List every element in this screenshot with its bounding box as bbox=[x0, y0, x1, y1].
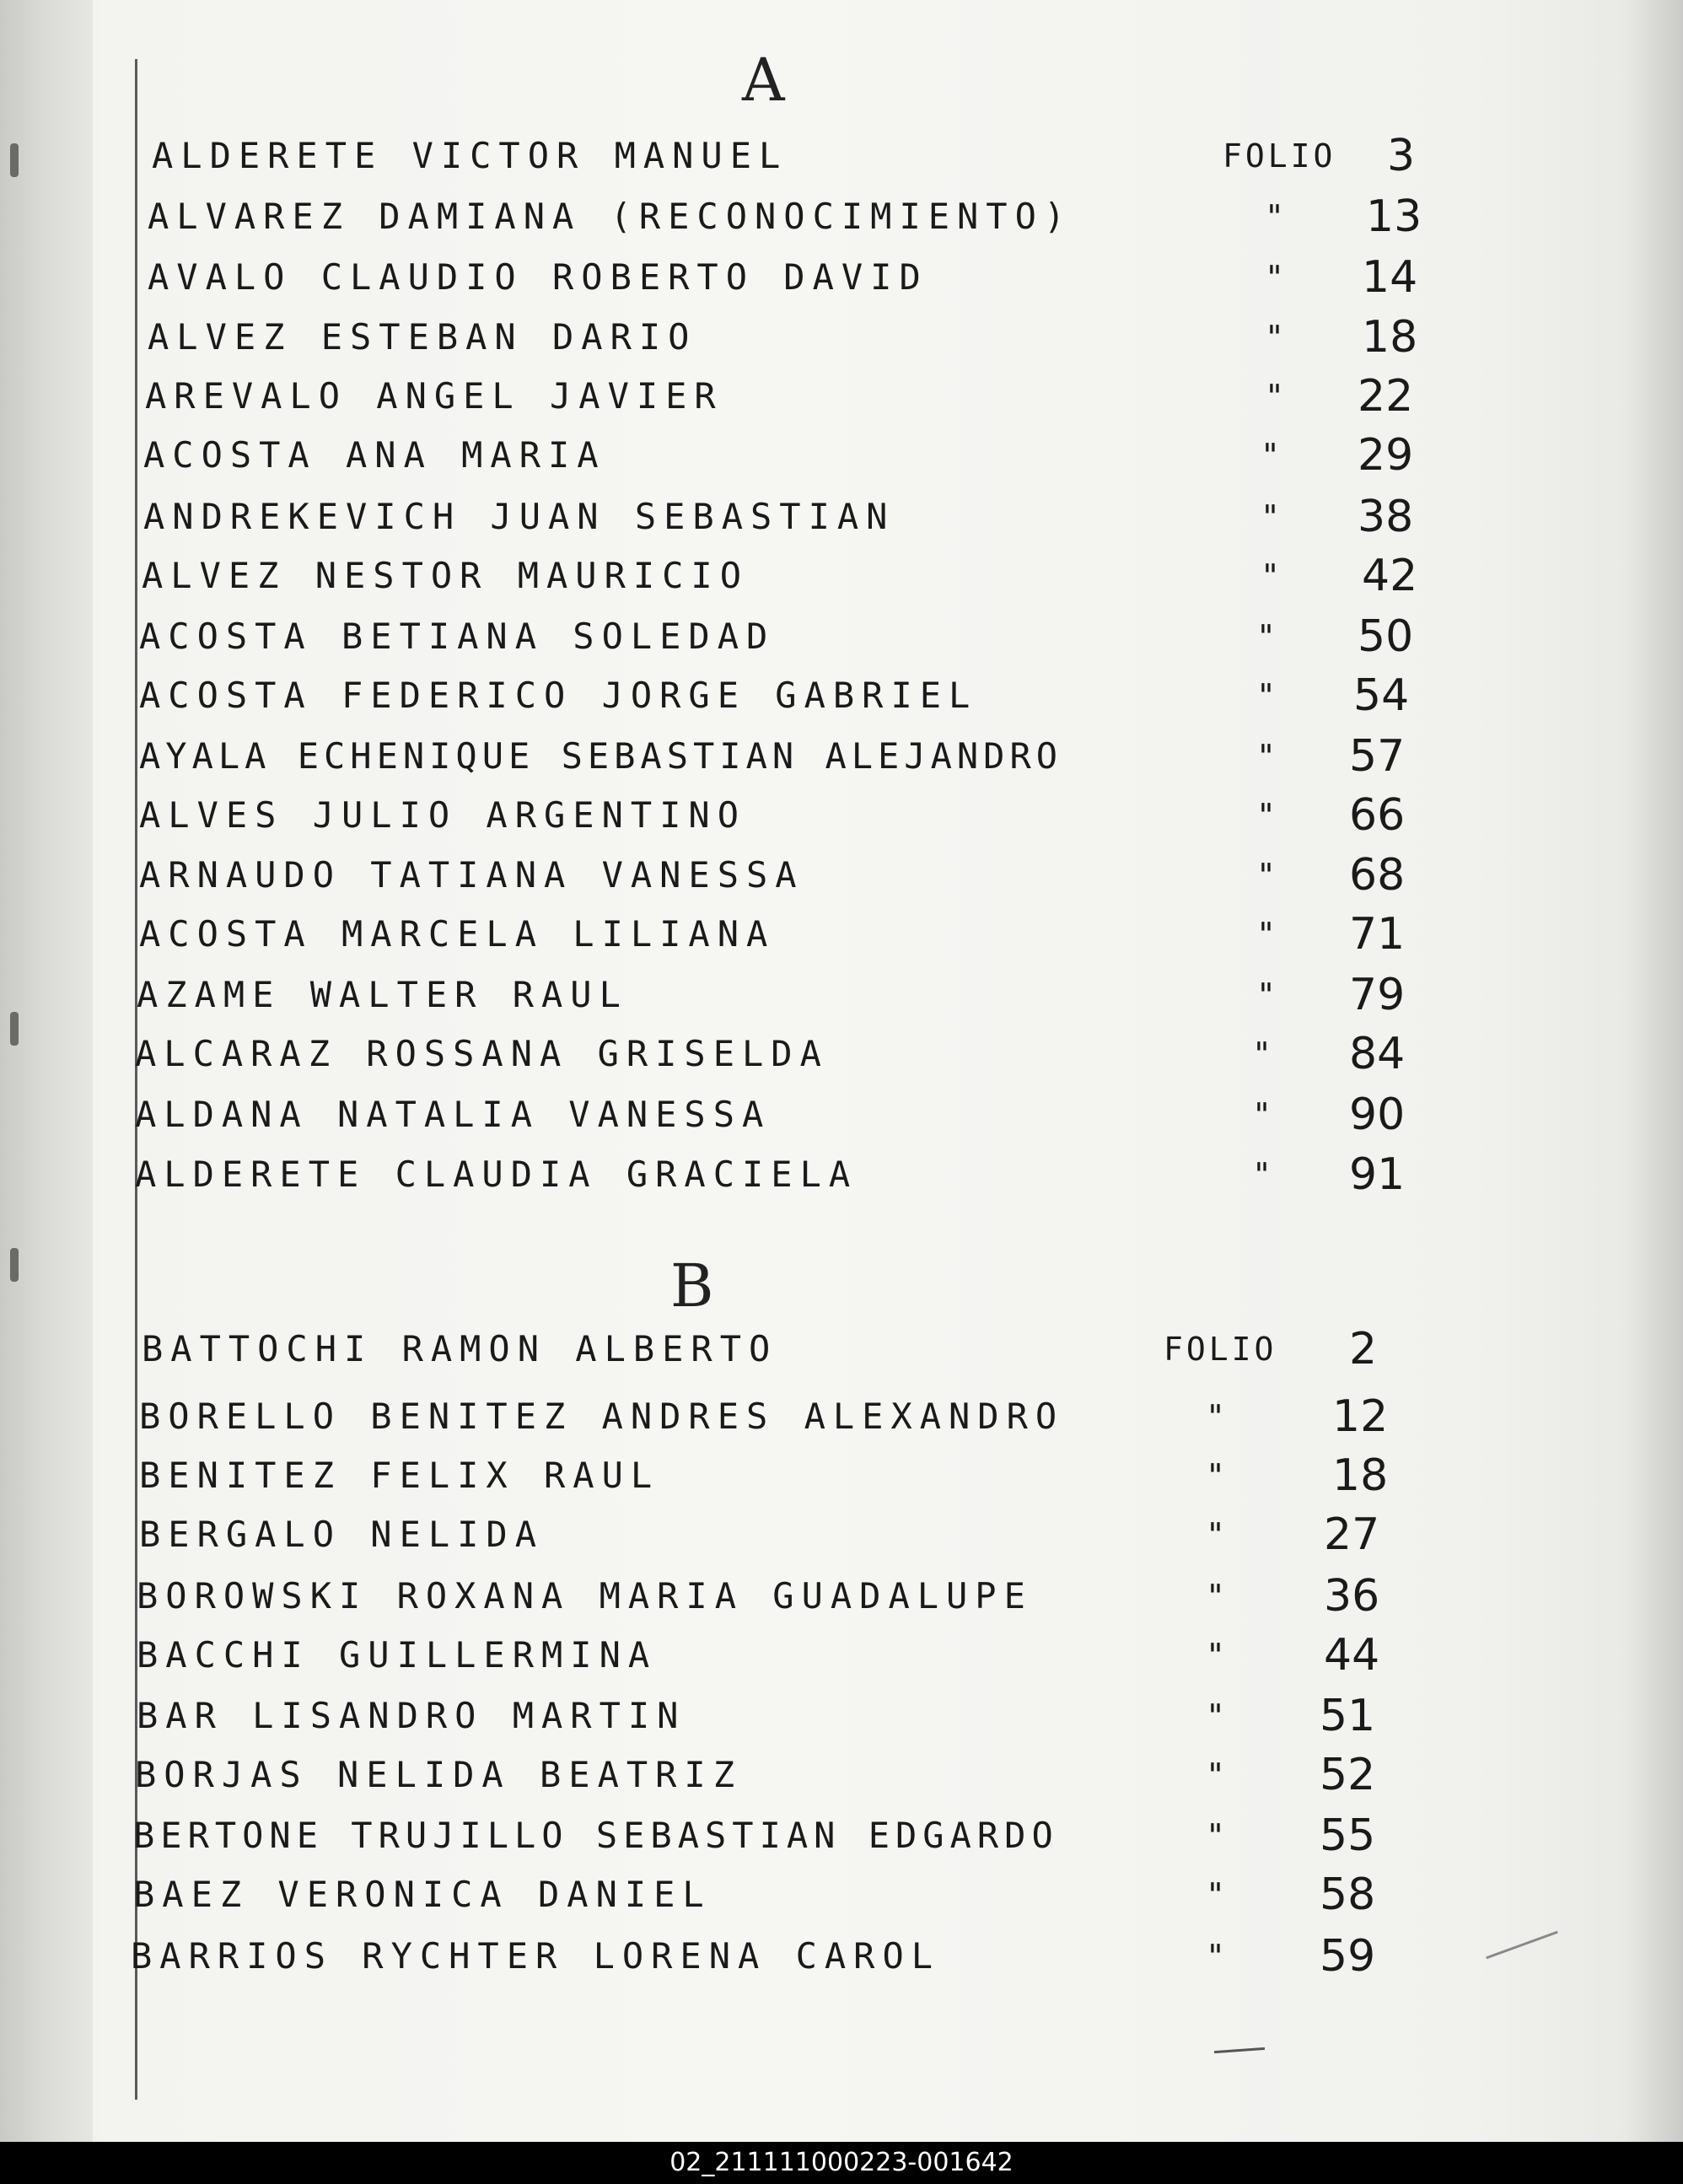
entry-page: 3 bbox=[1387, 131, 1416, 181]
entry-name: BORJAS NELIDA BEATRIZ bbox=[135, 1754, 743, 1795]
index-entry bbox=[0, 666, 1683, 725]
entry-folio: " bbox=[1206, 1457, 1229, 1494]
entry-folio: " bbox=[1265, 259, 1288, 296]
index-entry bbox=[0, 1025, 1683, 1084]
entry-page: 29 bbox=[1358, 430, 1414, 481]
entry-page: 18 bbox=[1362, 312, 1418, 363]
index-entry bbox=[0, 1686, 1683, 1746]
entry-name: BORELLO BENITEZ ANDRES ALEXANDRO bbox=[139, 1396, 1065, 1437]
entry-folio: " bbox=[1256, 618, 1279, 655]
entry-name: BERTONE TRUJILLO SEBASTIAN EDGARDO bbox=[133, 1815, 1059, 1856]
index-entry bbox=[0, 367, 1683, 426]
entry-name: BERGALO NELIDA bbox=[139, 1514, 545, 1555]
entry-folio: " bbox=[1261, 557, 1283, 594]
index-entry bbox=[0, 308, 1683, 367]
entry-name: ACOSTA ANA MARIA bbox=[143, 434, 606, 476]
entry-page: 71 bbox=[1349, 909, 1406, 960]
entry-folio: " bbox=[1206, 1578, 1229, 1615]
entry-name: ACOSTA BETIANA SOLEDAD bbox=[139, 616, 776, 657]
entry-folio: " bbox=[1256, 797, 1279, 834]
entry-folio: " bbox=[1265, 319, 1288, 356]
entry-folio: " bbox=[1206, 1938, 1229, 1975]
index-entry bbox=[0, 607, 1683, 666]
entry-name: BATTOCHI RAMON ALBERTO bbox=[142, 1328, 778, 1369]
entry-page: 84 bbox=[1349, 1029, 1406, 1079]
index-entry bbox=[0, 546, 1683, 605]
index-entry bbox=[0, 1865, 1683, 1924]
entry-page: 91 bbox=[1349, 1149, 1406, 1200]
entry-page: 79 bbox=[1349, 970, 1406, 1020]
entry-page: 36 bbox=[1324, 1571, 1380, 1622]
entry-page: 2 bbox=[1349, 1324, 1378, 1374]
entry-name: BAR LISANDRO MARTIN bbox=[137, 1695, 686, 1736]
index-entry bbox=[0, 1446, 1683, 1505]
entry-page: 42 bbox=[1362, 551, 1418, 601]
entry-page: 58 bbox=[1320, 1869, 1376, 1920]
index-entry bbox=[0, 187, 1683, 246]
entry-name: ALVEZ ESTEBAN DARIO bbox=[148, 316, 697, 358]
entry-page: 50 bbox=[1358, 611, 1414, 662]
index-entry bbox=[0, 727, 1683, 786]
entry-page: 52 bbox=[1320, 1750, 1376, 1800]
entry-folio: " bbox=[1256, 916, 1279, 953]
index-entry bbox=[0, 1626, 1683, 1685]
entry-folio: " bbox=[1256, 738, 1279, 775]
pen-stroke bbox=[1214, 2047, 1265, 2053]
entry-folio: " bbox=[1252, 1096, 1275, 1133]
index-entry bbox=[0, 487, 1683, 546]
entry-name: BAEZ VERONICA DANIEL bbox=[133, 1874, 712, 1915]
entry-page: 22 bbox=[1358, 371, 1414, 422]
entry-page: 13 bbox=[1366, 191, 1422, 242]
entry-name: ALDERETE VICTOR MANUEL bbox=[152, 135, 788, 176]
entry-page: 90 bbox=[1349, 1089, 1406, 1140]
entry-folio: " bbox=[1265, 198, 1288, 235]
index-entry bbox=[0, 1505, 1683, 1564]
entry-page: 12 bbox=[1332, 1391, 1389, 1442]
entry-folio: " bbox=[1261, 498, 1283, 535]
entry-name: ALDANA NATALIA VANESSA bbox=[135, 1094, 772, 1135]
entry-folio: FOLIO bbox=[1223, 137, 1336, 175]
index-entry bbox=[0, 1145, 1683, 1204]
entry-page: 27 bbox=[1324, 1509, 1380, 1560]
entry-page: 59 bbox=[1320, 1931, 1376, 1982]
image-id-caption: 02_211111000223-001642 bbox=[0, 2142, 1683, 2184]
entry-name: ARNAUDO TATIANA VANESSA bbox=[139, 854, 804, 896]
index-entry bbox=[0, 966, 1683, 1025]
binding-hole-mark bbox=[10, 1248, 19, 1282]
entry-name: AVALO CLAUDIO ROBERTO DAVID bbox=[148, 256, 928, 298]
entry-name: ALCARAZ ROSSANA GRISELDA bbox=[135, 1033, 829, 1074]
entry-folio: " bbox=[1261, 437, 1283, 474]
entry-name: ACOSTA MARCELA LILIANA bbox=[139, 913, 776, 955]
entry-folio: " bbox=[1256, 857, 1279, 894]
entry-folio: " bbox=[1252, 1156, 1275, 1193]
index-entry bbox=[0, 1387, 1683, 1446]
entry-page: 51 bbox=[1320, 1691, 1376, 1741]
entry-folio: " bbox=[1206, 1697, 1229, 1735]
entry-page: 68 bbox=[1349, 850, 1406, 901]
entry-folio: " bbox=[1206, 1876, 1229, 1913]
entry-name: BARRIOS RYCHTER LORENA CAROL bbox=[131, 1935, 941, 1977]
section-letter-b: B bbox=[670, 1251, 714, 1321]
entry-folio: " bbox=[1252, 1036, 1275, 1073]
entry-name: ALVEZ NESTOR MAURICIO bbox=[142, 555, 750, 596]
entry-name: ACOSTA FEDERICO JORGE GABRIEL bbox=[139, 675, 978, 716]
index-entry bbox=[0, 1085, 1683, 1144]
index-entry bbox=[0, 905, 1683, 964]
entry-folio: " bbox=[1206, 1637, 1229, 1674]
entry-page: 44 bbox=[1324, 1630, 1380, 1681]
index-entry bbox=[0, 426, 1683, 485]
index-entry bbox=[0, 1927, 1683, 1986]
index-entry bbox=[0, 1567, 1683, 1626]
entry-page: 57 bbox=[1349, 731, 1406, 782]
section-letter-a: A bbox=[742, 46, 785, 115]
entry-name: AREVALO ANGEL JAVIER bbox=[145, 375, 723, 417]
entry-page: 14 bbox=[1362, 252, 1418, 303]
entry-page: 55 bbox=[1320, 1810, 1376, 1861]
entry-name: ANDREKEVICH JUAN SEBASTIAN bbox=[143, 496, 895, 537]
index-entry bbox=[0, 126, 1683, 186]
index-entry bbox=[0, 786, 1683, 845]
entry-folio: " bbox=[1256, 976, 1279, 1014]
index-entry bbox=[0, 1746, 1683, 1805]
entry-name: ALVAREZ DAMIANA (RECONOCIMIENTO) bbox=[148, 196, 1073, 237]
entry-folio: " bbox=[1206, 1756, 1229, 1794]
entry-folio: " bbox=[1206, 1817, 1229, 1854]
entry-name: AZAME WALTER RAUL bbox=[137, 974, 628, 1015]
entry-page: 38 bbox=[1358, 492, 1414, 542]
entry-name: ALVES JULIO ARGENTINO bbox=[139, 794, 747, 836]
entry-folio: " bbox=[1206, 1398, 1229, 1435]
entry-name: BOROWSKI ROXANA MARIA GUADALUPE bbox=[137, 1575, 1033, 1616]
entry-folio: " bbox=[1265, 378, 1288, 415]
entry-page: 18 bbox=[1332, 1450, 1389, 1501]
entry-name: ALDERETE CLAUDIA GRACIELA bbox=[135, 1154, 858, 1195]
entry-name: BENITEZ FELIX RAUL bbox=[139, 1455, 660, 1496]
index-entry bbox=[0, 846, 1683, 905]
index-entry bbox=[0, 1320, 1683, 1379]
entry-name: BACCHI GUILLERMINA bbox=[137, 1634, 658, 1676]
index-entry bbox=[0, 1806, 1683, 1865]
entry-folio: FOLIO bbox=[1164, 1331, 1277, 1368]
entry-name: AYALA ECHENIQUE SEBASTIAN ALEJANDRO bbox=[139, 735, 1063, 777]
entry-page: 54 bbox=[1353, 670, 1410, 721]
index-entry bbox=[0, 248, 1683, 307]
entry-page: 66 bbox=[1349, 790, 1406, 841]
entry-folio: " bbox=[1256, 677, 1279, 714]
entry-folio: " bbox=[1206, 1516, 1229, 1553]
